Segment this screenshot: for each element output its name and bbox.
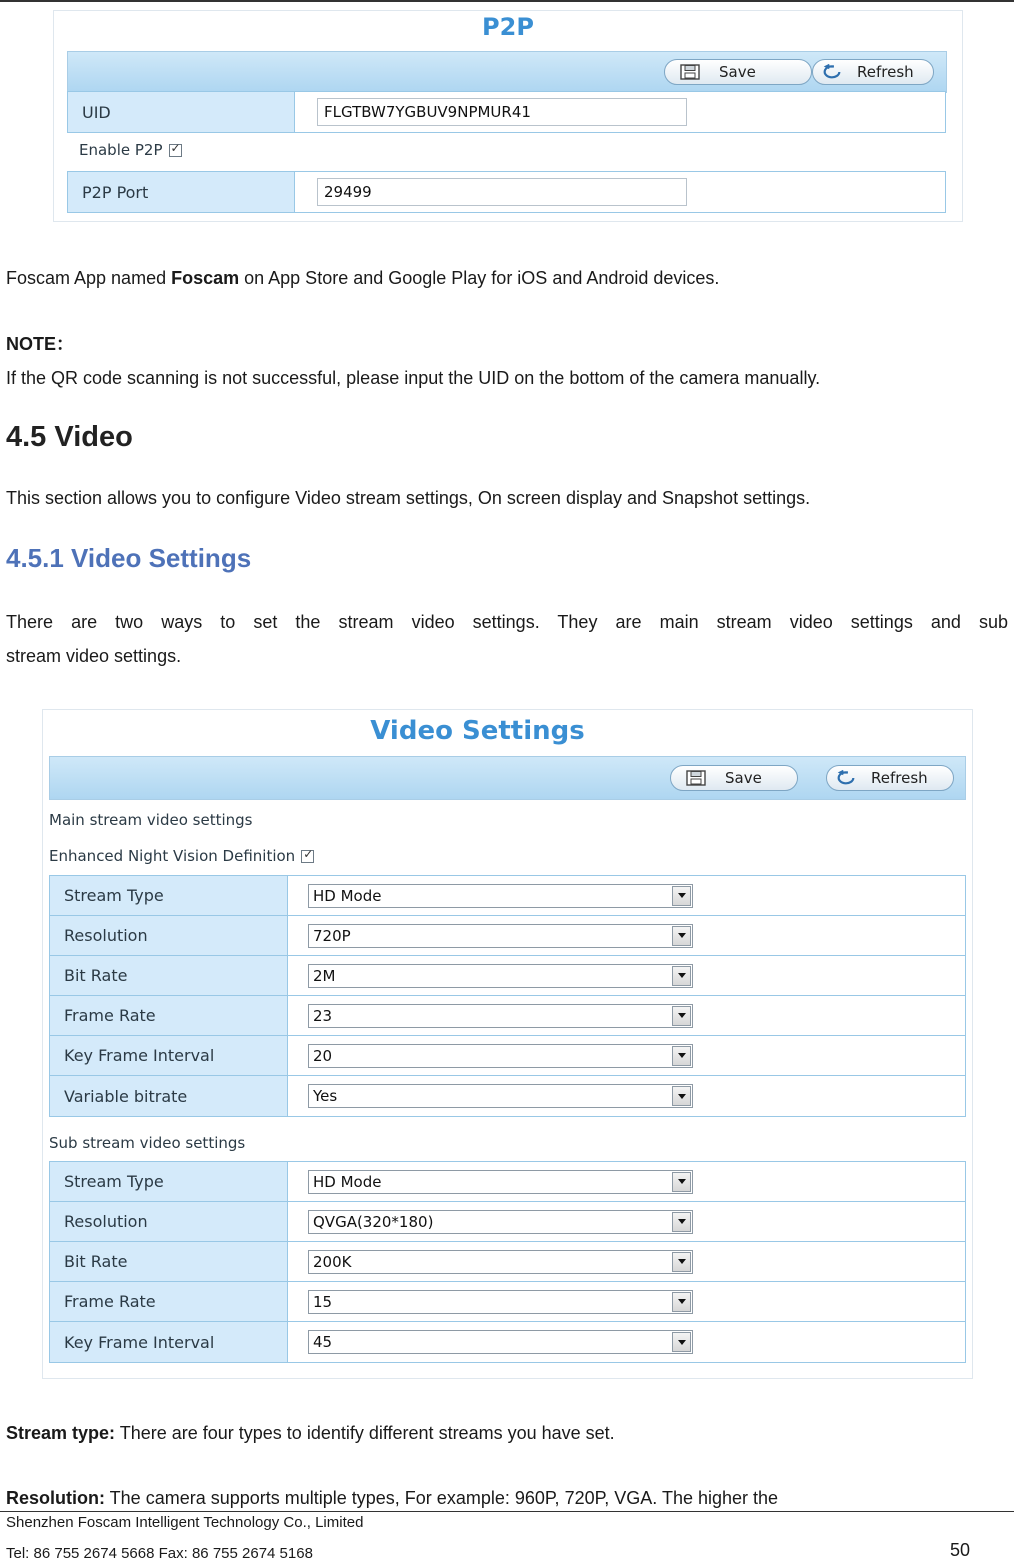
sub-stream-heading: Sub stream video settings — [49, 1134, 246, 1152]
sub-stream-select[interactable] — [308, 1210, 693, 1234]
main-stream-select-value: Yes — [313, 1087, 338, 1105]
main-stream-table — [49, 875, 966, 1117]
main-stream-row — [50, 956, 965, 996]
p2p-refresh-button[interactable] — [812, 59, 934, 85]
chevron-down-icon[interactable] — [672, 886, 691, 906]
main-stream-select[interactable] — [308, 1004, 693, 1028]
main-stream-select[interactable] — [308, 884, 693, 908]
sub-stream-row-label: Stream Type — [50, 1162, 288, 1201]
stream-type-sentence — [6, 1422, 615, 1444]
note-label: NOTE： — [6, 334, 75, 354]
sub-stream-row-label: Bit Rate — [50, 1242, 288, 1281]
main-stream-select-value: 720P — [313, 926, 351, 945]
sub-stream-row — [50, 1322, 965, 1362]
chevron-down-icon[interactable] — [672, 1212, 691, 1232]
app-suffix: on App Store and Google Play for iOS and Android devices. — [239, 268, 720, 288]
main-stream-row-label: Key Frame Interval — [50, 1036, 288, 1075]
video-save-button[interactable] — [670, 765, 798, 791]
main-stream-row — [50, 1036, 965, 1076]
main-stream-select-value: 2M — [313, 966, 336, 985]
main-stream-row-value-cell — [288, 996, 965, 1035]
enable-p2p-row — [79, 139, 182, 161]
subsection-heading: 4.5.1 Video Settings — [6, 543, 252, 573]
chevron-down-icon[interactable] — [672, 926, 691, 946]
app-prefix: Foscam App named — [6, 268, 172, 288]
p2p-save-label: Save — [719, 63, 756, 81]
main-stream-select-value: 20 — [313, 1046, 333, 1065]
uid-value-cell — [295, 92, 945, 132]
chevron-down-icon[interactable] — [672, 1086, 691, 1106]
sub-stream-row — [50, 1162, 965, 1202]
sub-stream-table — [49, 1161, 966, 1363]
p2p-port-table — [67, 171, 946, 213]
p2p-panel — [53, 10, 963, 222]
sub-stream-select[interactable] — [308, 1170, 693, 1194]
section-heading: 4.5 Video — [6, 421, 133, 453]
paragraph-line-1: There are two ways to set the stream video settings. They are main stream video settings and sub — [6, 612, 1008, 632]
uid-label: UID — [68, 92, 295, 132]
main-stream-row-label: Bit Rate — [50, 956, 288, 995]
night-vision-label: Enhanced Night Vision Definition — [49, 847, 296, 865]
main-stream-select[interactable] — [308, 1044, 693, 1068]
sub-stream-select[interactable] — [308, 1250, 693, 1274]
night-vision-row — [49, 845, 314, 867]
main-stream-row-value-cell — [288, 1076, 965, 1116]
floppy-disk-icon — [685, 770, 707, 786]
sub-stream-row-value-cell — [288, 1162, 965, 1201]
uid-input[interactable]: FLGTBW7YGBUV9NPMUR41 — [317, 98, 687, 126]
top-rule — [0, 0, 1014, 2]
video-settings-panel — [42, 709, 973, 1379]
resolution-text: The camera supports multiple types, For example: 960P, 720P, VGA. The higher the — [105, 1488, 779, 1508]
footer-company: Shenzhen Foscam Intelligent Technology Co., Limited — [6, 1514, 364, 1531]
main-stream-row-label: Frame Rate — [50, 996, 288, 1035]
stream-type-bold: Stream type: — [6, 1423, 116, 1443]
sub-stream-select-value: HD Mode — [313, 1172, 382, 1191]
resolution-sentence — [6, 1487, 778, 1509]
sub-stream-row-value-cell — [288, 1282, 965, 1321]
chevron-down-icon[interactable] — [672, 1292, 691, 1312]
main-stream-select-value: HD Mode — [313, 886, 382, 905]
main-stream-select[interactable] — [308, 964, 693, 988]
app-name-bold: Foscam — [171, 268, 240, 288]
sub-stream-row-value-cell — [288, 1202, 965, 1241]
sub-stream-row-label: Key Frame Interval — [50, 1322, 288, 1362]
sub-stream-row — [50, 1242, 965, 1282]
p2p-toolbar — [67, 51, 947, 93]
refresh-arrow-icon — [821, 64, 843, 80]
main-stream-row-value-cell — [288, 876, 965, 915]
video-save-label: Save — [725, 769, 762, 787]
footer-contact: Tel: 86 755 2674 5668 Fax: 86 755 2674 5168 — [6, 1545, 313, 1562]
video-settings-title: Video Settings — [370, 716, 585, 746]
sub-stream-row-value-cell — [288, 1322, 965, 1362]
sub-stream-select-value: 45 — [313, 1333, 333, 1351]
page-number: 50 — [949, 1540, 970, 1560]
sub-stream-select-value: QVGA(320*180) — [313, 1212, 434, 1231]
floppy-disk-icon — [679, 64, 701, 80]
chevron-down-icon[interactable] — [672, 1046, 691, 1066]
p2p-port-input[interactable]: 29499 — [317, 178, 687, 206]
sub-stream-row — [50, 1282, 965, 1322]
main-stream-row-label: Resolution — [50, 916, 288, 955]
p2p-panel-title: P2P — [482, 13, 534, 41]
main-stream-row — [50, 876, 965, 916]
main-stream-row-value-cell — [288, 956, 965, 995]
main-stream-select-value: 23 — [313, 1006, 333, 1025]
chevron-down-icon[interactable] — [672, 1332, 691, 1352]
sub-stream-row-label: Frame Rate — [50, 1282, 288, 1321]
app-sentence — [6, 267, 719, 289]
paragraph-line-2: stream video settings. — [6, 646, 182, 666]
main-stream-select[interactable] — [308, 1084, 693, 1108]
p2p-port-row — [68, 172, 945, 212]
stream-type-text: There are four types to identify different streams you have set. — [115, 1423, 615, 1443]
resolution-bold: Resolution: — [6, 1488, 105, 1508]
sub-stream-row — [50, 1202, 965, 1242]
chevron-down-icon[interactable] — [672, 1006, 691, 1026]
main-stream-row-value-cell — [288, 916, 965, 955]
main-stream-row — [50, 1076, 965, 1116]
chevron-down-icon[interactable] — [672, 1252, 691, 1272]
sub-stream-select[interactable] — [308, 1330, 693, 1354]
video-toolbar — [49, 756, 966, 800]
section-intro: This section allows you to configure Video stream settings, On screen display and Snapshot settings. — [6, 488, 811, 508]
enable-p2p-checkbox[interactable] — [169, 144, 182, 157]
video-refresh-label: Refresh — [871, 769, 928, 787]
footer-rule — [0, 1511, 1014, 1512]
note-text: If the QR code scanning is not successful, please input the UID on the bottom of the camera manually. — [6, 368, 821, 388]
chevron-down-icon[interactable] — [672, 1172, 691, 1192]
main-stream-select[interactable] — [308, 924, 693, 948]
chevron-down-icon[interactable] — [672, 966, 691, 986]
refresh-arrow-icon — [835, 770, 857, 786]
night-vision-checkbox[interactable] — [301, 850, 314, 863]
sub-stream-select[interactable] — [308, 1290, 693, 1314]
sub-stream-select-value: 15 — [313, 1292, 333, 1311]
p2p-port-label: P2P Port — [68, 172, 295, 212]
main-stream-row-label: Stream Type — [50, 876, 288, 915]
main-stream-row — [50, 916, 965, 956]
enable-p2p-label: Enable P2P — [79, 141, 163, 159]
uid-row — [68, 92, 945, 132]
video-refresh-button[interactable] — [826, 765, 954, 791]
sub-stream-select-value: 200K — [313, 1252, 352, 1271]
p2p-refresh-label: Refresh — [857, 63, 914, 81]
main-stream-row — [50, 996, 965, 1036]
p2p-port-value-cell — [295, 172, 945, 212]
main-stream-row-value-cell — [288, 1036, 965, 1075]
p2p-uid-table — [67, 91, 946, 133]
p2p-save-button[interactable] — [664, 59, 812, 85]
main-stream-heading: Main stream video settings — [49, 811, 253, 829]
main-stream-row-label: Variable bitrate — [50, 1076, 288, 1116]
sub-stream-row-label: Resolution — [50, 1202, 288, 1241]
sub-stream-row-value-cell — [288, 1242, 965, 1281]
